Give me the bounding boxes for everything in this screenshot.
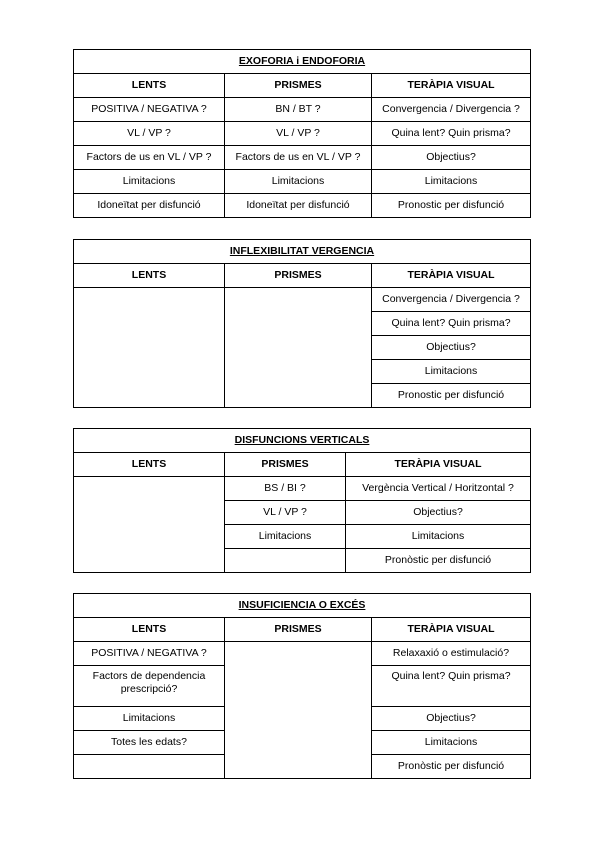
cell-lents-empty [74, 477, 225, 573]
table-row [74, 477, 531, 501]
cell: Factors de us en VL / VP ? [74, 146, 225, 170]
cell: Convergencia / Divergencia ? [372, 98, 531, 122]
table-row [74, 288, 531, 312]
cell-lents-empty [74, 288, 225, 408]
cell: Limitacions [372, 731, 531, 755]
cell: Quina lent? Quin prisma? [372, 122, 531, 146]
cell-prismes-empty [225, 642, 372, 779]
table-title: INFLEXIBILITAT VERGENCIA [74, 240, 531, 264]
cell: Factors de dependencia prescripció? [74, 666, 225, 707]
cell-prismes-empty [225, 288, 372, 408]
cell: Pronòstic per disfunció [346, 549, 531, 573]
cell: VL / VP ? [74, 122, 225, 146]
cell: POSITIVA / NEGATIVA ? [74, 98, 225, 122]
cell: Pronostic per disfunció [372, 194, 531, 218]
header-terapia: TERÀPIA VISUAL [372, 74, 531, 98]
cell: POSITIVA / NEGATIVA ? [74, 642, 225, 666]
cell: Vergència Vertical / Horitzontal ? [346, 477, 531, 501]
cell: Objectius? [372, 146, 531, 170]
table-title: INSUFICIENCIA O EXCÉS [74, 594, 531, 618]
cell: Objectius? [372, 336, 531, 360]
header-terapia: TERÀPIA VISUAL [372, 264, 531, 288]
header-prismes: PRISMES [225, 74, 372, 98]
header-prismes: PRISMES [225, 618, 372, 642]
cell: Convergencia / Divergencia ? [372, 288, 531, 312]
header-prismes: PRISMES [225, 453, 346, 477]
cell: Objectius? [372, 707, 531, 731]
cell: Limitacions [225, 170, 372, 194]
table-row [74, 98, 531, 122]
cell: Limitacions [225, 525, 346, 549]
table-row [74, 146, 531, 170]
cell: VL / VP ? [225, 501, 346, 525]
table-row [74, 642, 531, 666]
cell: Limitacions [372, 170, 531, 194]
table-row [74, 122, 531, 146]
cell: Limitacions [74, 170, 225, 194]
cell: Quina lent? Quin prisma? [372, 666, 531, 707]
cell: Idoneïtat per disfunció [74, 194, 225, 218]
cell [225, 549, 346, 573]
cell: Pronostic per disfunció [372, 384, 531, 408]
cell: Objectius? [346, 501, 531, 525]
cell: BS / BI ? [225, 477, 346, 501]
cell: Limitacions [346, 525, 531, 549]
cell: Limitacions [74, 707, 225, 731]
table-exoforia-endoforia [73, 49, 531, 218]
cell: Totes les edats? [74, 731, 225, 755]
table-row [74, 170, 531, 194]
cell: Quina lent? Quin prisma? [372, 312, 531, 336]
header-lents: LENTS [74, 453, 225, 477]
table-insuficiencia-exces [73, 593, 531, 779]
header-lents: LENTS [74, 74, 225, 98]
table-row [74, 194, 531, 218]
table-title: EXOFORIA i ENDOFORIA [74, 50, 531, 74]
cell: Limitacions [372, 360, 531, 384]
cell [74, 755, 225, 779]
header-terapia: TERÀPIA VISUAL [346, 453, 531, 477]
header-lents: LENTS [74, 618, 225, 642]
cell: Relaxaxió o estimulació? [372, 642, 531, 666]
header-terapia: TERÀPIA VISUAL [372, 618, 531, 642]
table-title: DISFUNCIONS VERTICALS [74, 429, 531, 453]
cell: Factors de us en VL / VP ? [225, 146, 372, 170]
table-inflexibilitat-vergencia [73, 239, 531, 408]
table-disfuncions-verticals [73, 428, 531, 573]
cell: VL / VP ? [225, 122, 372, 146]
header-prismes: PRISMES [225, 264, 372, 288]
cell: Idoneïtat per disfunció [225, 194, 372, 218]
header-lents: LENTS [74, 264, 225, 288]
cell: Pronòstic per disfunció [372, 755, 531, 779]
cell: BN / BT ? [225, 98, 372, 122]
